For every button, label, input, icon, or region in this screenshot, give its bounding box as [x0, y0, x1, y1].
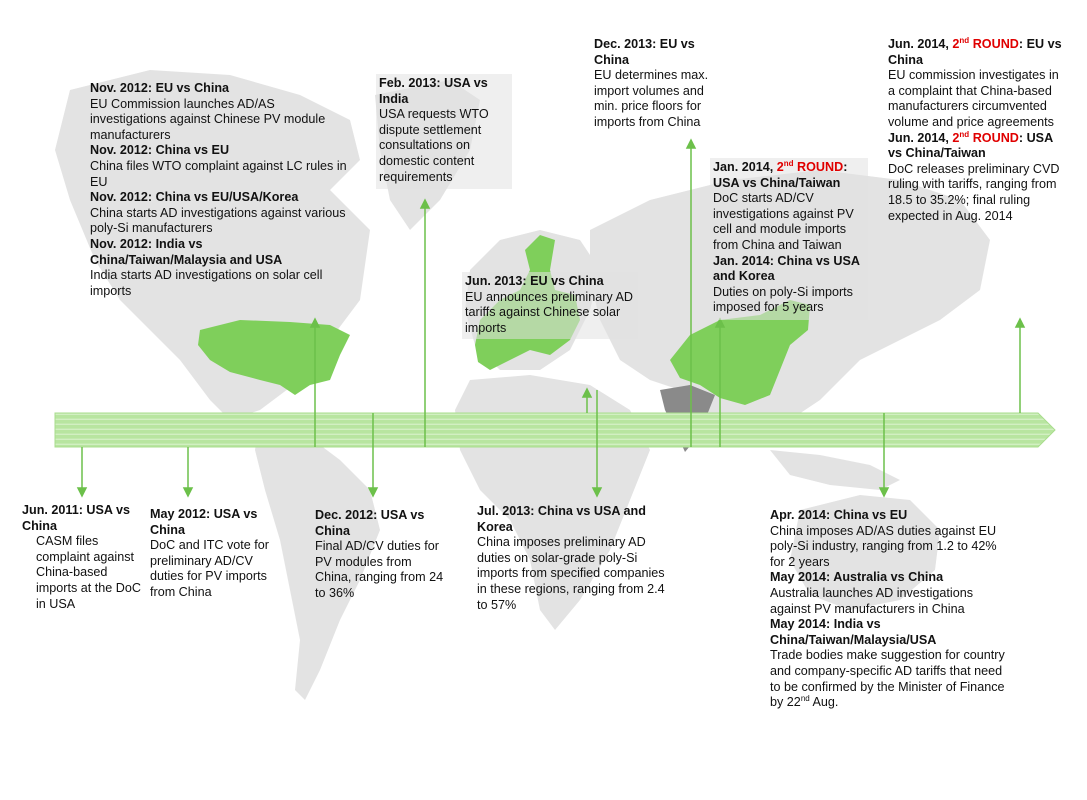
event-heading: Jan. 2014, 2nd ROUND: USA vs China/Taiwan: [713, 158, 848, 190]
event-heading: May 2014: India vs China/Taiwan/Malaysia/USA: [770, 617, 937, 647]
round-label: 2nd ROUND: [776, 158, 844, 174]
event-heading: Nov. 2012: China vs EU: [90, 143, 230, 158]
event-2012-dec: [315, 508, 445, 602]
round-label: 2nd ROUND: [952, 129, 1019, 145]
event-heading: Jun. 2014, 2nd ROUND: EU vs China: [888, 35, 1062, 67]
event-heading: Jun. 2014, 2nd ROUND: USA vs China/Taiwan: [888, 129, 1053, 161]
event-heading: Nov. 2012: EU vs China: [90, 81, 230, 95]
event-body: USA requests WTO dispute settlement consultations on domestic content requirements: [379, 107, 489, 184]
event-body: India starts AD investigations on solar cell imports: [90, 268, 323, 298]
event-heading: Jan. 2014: China vs USA and Korea: [713, 253, 860, 284]
event-heading: Apr. 2014: China vs EU: [770, 508, 908, 522]
event-body: EU Commission launches AD/AS investigations against Chinese PV module manufacturers: [90, 96, 326, 142]
event-body: DoC and ITC vote for preliminary AD/CV duties for PV imports from China: [150, 538, 269, 599]
event-2013-feb: [376, 74, 512, 189]
event-body: DoC releases preliminary CVD ruling with tariffs, ranging from 18.5 to 35.2%; final ruling expected in Aug. 2014: [888, 161, 1060, 223]
event-heading: Dec. 2013: EU vs China: [594, 37, 695, 67]
timeline-arrow: [55, 413, 1055, 447]
event-body: Australia launches AD investigations against PV manufacturers in China: [770, 585, 974, 616]
event-2013-jun: [462, 272, 638, 339]
event-body: Final AD/CV duties for PV modules from China, ranging from 24 to 36%: [315, 539, 444, 600]
event-body: EU commission investigates in a complaint that China-based manufacturers circumvented volume and price agreements: [888, 68, 1059, 129]
event-body: EU announces preliminary AD tariffs against Chinese solar imports: [465, 289, 633, 335]
event-heading: May 2012: USA vs China: [150, 507, 258, 537]
event-2014-jun: [888, 37, 1063, 224]
event-heading: Nov. 2012: India vs China/Taiwan/Malaysia and USA: [90, 236, 283, 267]
event-2012-may: [150, 507, 275, 601]
event-body: Trade bodies make suggestion for country and company-specific AD tariffs that need to be confirmed by the Minister of Finance by 22nd Aug.: [770, 648, 1005, 710]
event-heading: Jun. 2013: EU vs China: [465, 274, 604, 288]
event-2011-jun: [22, 503, 142, 612]
event-body: Duties on poly-Si imports imposed for 5 years: [713, 284, 853, 315]
event-heading: May 2014: Australia vs China: [770, 570, 944, 585]
event-heading: Nov. 2012: China vs EU/USA/Korea: [90, 190, 299, 205]
event-body: CASM files complaint against China-based imports at the DoC in USA: [36, 534, 141, 611]
event-body: China starts AD investigations against various poly-Si manufacturers: [90, 205, 346, 236]
round-label: 2nd ROUND: [952, 35, 1019, 51]
event-body: China files WTO complaint against LC rules in EU: [90, 158, 347, 189]
event-heading: Dec. 2012: USA vs China: [315, 508, 425, 538]
event-2014-apr: [770, 508, 1005, 711]
event-2013-dec: [594, 37, 724, 131]
event-2012-nov: [90, 81, 352, 299]
event-body: EU determines max. import volumes and min. price floors for imports from China: [594, 68, 709, 129]
event-2013-jul: [477, 504, 667, 613]
event-heading: Feb. 2013: USA vs India: [379, 76, 488, 106]
event-2014-jan: [710, 158, 868, 320]
event-heading: Jul. 2013: China vs USA and Korea: [477, 504, 646, 534]
event-body: DoC starts AD/CV investigations against PV cell and module imports from China and Taiwan: [713, 191, 854, 252]
event-heading: Jun. 2011: USA vs China: [22, 503, 131, 533]
event-body: China imposes preliminary AD duties on solar-grade poly-Si imports from specified companies in these regions, ranging from 2.4 to 57%: [477, 535, 665, 612]
event-body: China imposes AD/AS duties against EU poly-Si industry, ranging from 1.2 to 42% for 2 years: [770, 523, 997, 569]
